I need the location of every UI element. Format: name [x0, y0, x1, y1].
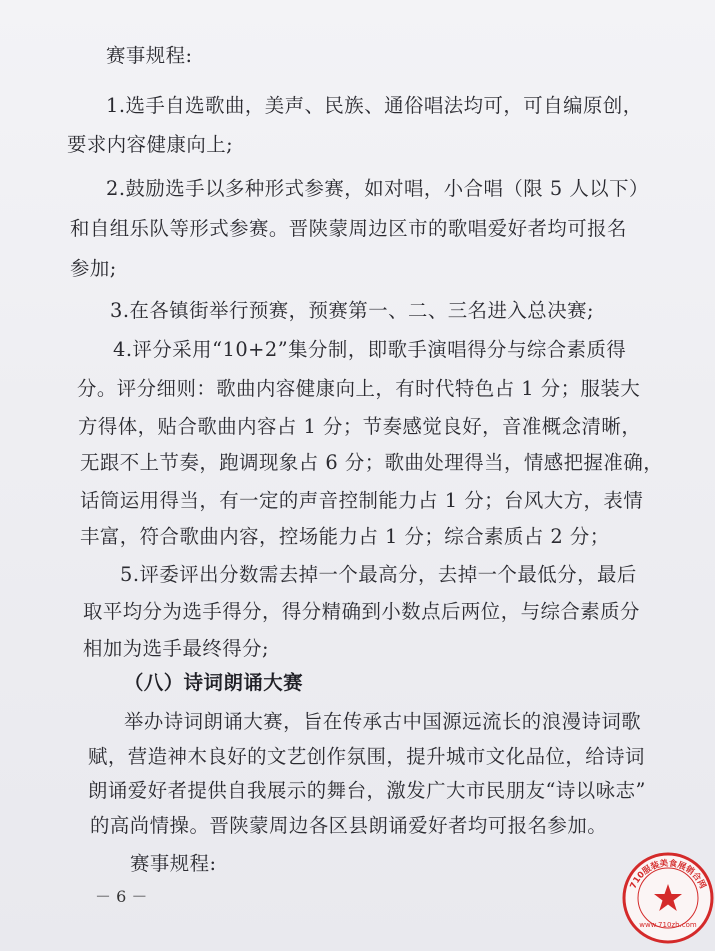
- svg-text:www.710zh.com: www.710zh.com: [639, 921, 697, 929]
- paragraph-line: 话筒运用得当，有一定的声音控制能力占 1 分；台风大方，表情: [80, 489, 644, 512]
- paragraph-line: 丰富，符合歌曲内容，控场能力占 1 分；综合素质占 2 分；: [80, 525, 610, 548]
- paragraph-line: 1.选手自选歌曲，美声、民族、通俗唱法均可，可自编原创，: [106, 94, 643, 117]
- svg-text:710服装美食展销合网: 710服装美食展销合网: [628, 858, 708, 891]
- paragraph-line: 的高尚情操。晋陕蒙周边各区县朗诵爱好者均可报名参加。: [90, 814, 608, 837]
- section-heading: 赛事规程:: [106, 44, 193, 67]
- page-number: － 6 －: [95, 887, 148, 906]
- subsection-title: （八）诗词朗诵大赛: [124, 671, 304, 694]
- paragraph-line: 参加;: [70, 257, 117, 280]
- paragraph-line: 分。评分细则：歌曲内容健康向上，有时代特色占 1 分；服装大: [77, 377, 641, 400]
- paragraph-line: 举办诗词朗诵大赛，旨在传承古中国源远流长的浪漫诗词歌: [124, 710, 642, 733]
- paragraph-line: 朗诵爱好者提供自我展示的舞台，激发广大市民朋友“诗以咏志”: [88, 779, 646, 802]
- paragraph-line: 2.鼓励选手以多种形式参赛，如对唱，小合唱（限 5 人以下）: [106, 177, 649, 200]
- paragraph-line: 4.评分采用“10+2”集分制，即歌手演唱得分与综合素质得: [113, 338, 627, 361]
- paragraph-line: 无跟不上节奏，跑调现象占 6 分；歌曲处理得当，情感把握准确，: [80, 451, 664, 474]
- paragraph-line: 方得体，贴合歌曲内容占 1 分；节奏感觉良好，音准概念清晰，: [78, 415, 642, 438]
- paragraph-line: 3.在各镇街举行预赛，预赛第一、二、三名进入总决赛;: [110, 299, 595, 322]
- watermark-logo: [621, 851, 715, 945]
- paragraph-line: 和自组乐队等形式参赛。晋陕蒙周边区市的歌唱爱好者均可报名: [70, 217, 627, 240]
- paragraph-line: 要求内容健康向上;: [67, 133, 234, 156]
- paragraph-line: 取平均分为选手得分，得分精确到小数点后两位，与综合素质分: [83, 600, 640, 623]
- paragraph-line: 5.评委评出分数需去掉一个最高分，去掉一个最低分，最后: [120, 563, 637, 586]
- paragraph-line: 相加为选手最终得分;: [83, 637, 270, 660]
- paragraph-line: 赋，营造神木良好的文艺创作氛围，提升城市文化品位，给诗词: [88, 745, 645, 768]
- section-heading: 赛事规程:: [130, 852, 217, 875]
